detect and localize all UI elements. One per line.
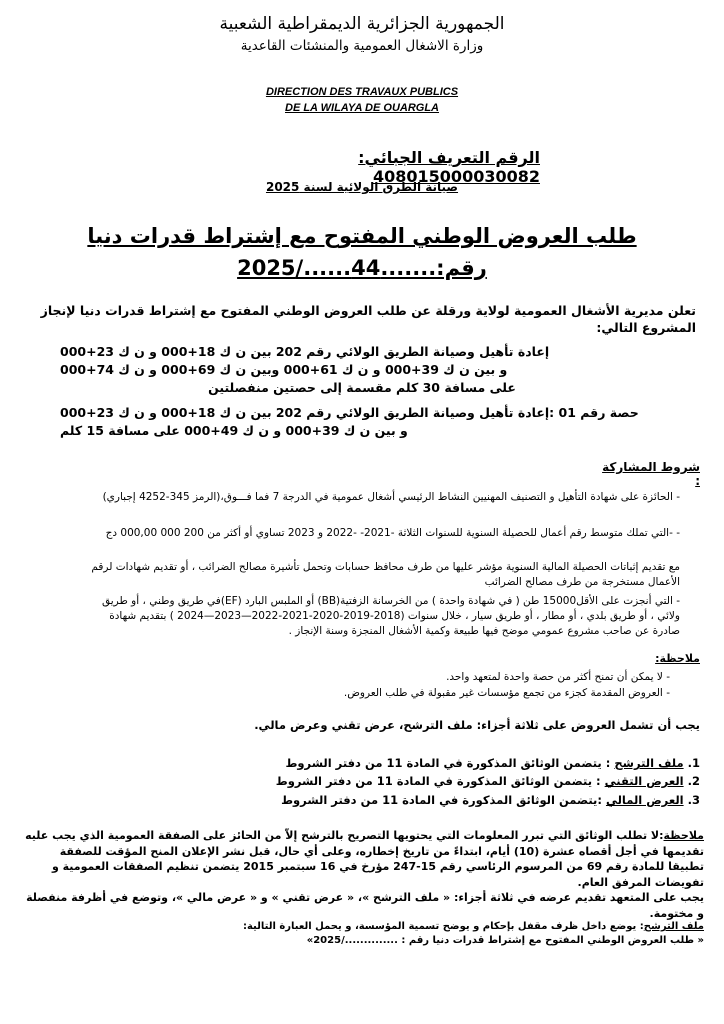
remark-item: - العروض المقدمة كجزء من تجمع مؤسسات غير مقبولة في طلب العروض. <box>343 687 670 699</box>
note-paragraph <box>22 828 704 921</box>
republic-header: الجمهورية الجزائرية الديمقراطية الشعبية <box>219 14 505 34</box>
direction-line-2: DE LA WILAYA DE OUARGLA <box>285 102 439 114</box>
intro-paragraph: تعلن مديرية الأشغال العمومية لولاية ورقلة عن طلب العروض الوطني المفتوح مع إشتراط قدرات دنيا لإنجاز المشروع التالي: <box>40 303 696 335</box>
ministry-header: وزارة الاشغال العمومية والمنشئات القاعدية <box>240 38 484 54</box>
file-name: ملف الترشح <box>614 756 684 770</box>
lot-line-1: حصة رقم 01 :إعادة تأهيل وصيانة الطريق الولائي رقم 202 بين ن ك 18+000 و ن ك 23+000 <box>60 405 639 420</box>
note-text: :لا تطلب الوثائق التي تبرر المعلومات التي يحتويها التصريح بالترشح إلاّ من الحائز على الصفقة العمومية الذي يجب عليه تقديمها في أجل أقصاه عشرة (10) أيام، ابتداءً من تاريخ إخطاره، وعلى أي حال، قبل نشر الإعلان المنح المؤقت للصفقة تطبيقا للمادة رقم 69 من المرسوم الرئاسي رقم 15-247 مؤرخ في 16 سبتمبر 2015 يتضمن تنظيم الصفقات العمومية و تفويضات المرفق العام. <box>25 829 704 889</box>
project-line-3: على مسافة 30 كلم مقسمة إلى حصتين منفصلتين <box>208 380 516 395</box>
file-text: : يتضمن الوثائق المذكورة في المادة 11 من دفتر الشروط <box>285 756 611 770</box>
remark-text: لا يمكن أن تمنح أكثر من حصة واحدة لمتعهد واحد. <box>446 671 663 683</box>
file-name: العرض المالي <box>605 793 684 807</box>
candidature-line-2: « طلب العروض الوطني المفتوح مع إشتراط قدرات دنيا رقم : ............../2025» <box>306 935 704 946</box>
remarks-title: ملاحظة: <box>655 652 700 665</box>
file-name: العرض التقني <box>604 774 684 788</box>
condition-item: - -التي تملك متوسط رقم أعمال للحصيلة السنوية للسنوات الثلاثة -2021- -2022 و 2023 تساوي أو أكثر من 200 000 000,00 دج <box>105 527 680 539</box>
tax-id-label: الرقم التعريف الجبائي: <box>358 148 540 167</box>
conditions-title: شروط المشاركة : <box>602 460 700 488</box>
candidature-text: : يوضع داخل ظرف مقفل بإحكام و يوضح تسمية المؤسسة، و يحمل العبارة التالية: <box>242 921 644 932</box>
condition-item: - التي أنجزت على الأقل15000 طن ( في شهادة واحدة ) من الخرسانة الزفتية(BB) أو الملبس البارد (EF)في طريق وطني ، أو طريق ولائي ، أو طريق بلدي ، أو مطار ، أو طريق سيار ، خلال سنوات (2018-2019-2020-2021-2022—2023—2024 ) بتقديم شهادة صادرة عن صاحب مشروع عمومي موضح فيها طبيعة وكمية الأشغال المنجزة وسنة الإنجاز . <box>101 595 680 637</box>
note-label: ملاحظة <box>663 829 704 842</box>
file-number: 3. <box>687 793 700 807</box>
direction-line-1: DIRECTION DES TRAVAUX PUBLICS <box>265 86 459 98</box>
project-line-1: إعادة تأهيل وصيانة الطريق الولائي رقم 202 بين ن ك 18+000 و ن ك 23+000 <box>60 344 550 359</box>
lot-line-2: و بين ن ك 39+000 و ن ك 49+000 على مسافة 15 كلم <box>60 423 408 438</box>
file-item <box>240 756 700 770</box>
maintenance-line: صيانة الطرق الولائية لسنة 2025 <box>265 180 459 194</box>
candidature-paragraph <box>22 920 704 948</box>
tender-title: طلب العروض الوطني المفتوح مع إشتراط قدرات دنيا <box>87 224 637 248</box>
tender-number: رقم:.......44....../2025 <box>237 256 487 280</box>
remark-item: - لا يمكن أن تمنح أكثر من حصة واحدة لمتعهد واحد. <box>446 671 670 683</box>
condition-item: مع تقديم إثباتات الحصيلة المالية السنوية مؤشر عليها من طرف محافظ حسابات وتحمل تأشيرة مصالح الضرائب ، أو تقديم شهادات لرقم الأعمال مستخرجة من طرف مصالح الضرائب <box>91 561 680 588</box>
candidature-label: ملف الترشح <box>643 921 704 932</box>
offers-intro: يجب أن تشمل العروض على ثلاثة أجزاء: ملف الترشح، عرض تقني وعرض مالي. <box>254 718 700 732</box>
file-number: 2. <box>687 774 700 788</box>
tax-id-value: 408015000030082 <box>373 167 540 186</box>
project-line-2: و بين ن ك 39+000 و ن ك 61+000 وبين ن ك 69+000 و ن ك 74+000 <box>60 362 508 377</box>
remark-text: العروض المقدمة كجزء من تجمع مؤسسات غير مقبولة في طلب العروض. <box>343 687 663 699</box>
file-text: :يتضمن الوثائق المذكورة في المادة 11 من دفتر الشروط <box>281 793 602 807</box>
file-item <box>240 793 700 807</box>
file-text: : يتضمن الوثائق المذكورة في المادة 11 من دفتر الشروط <box>275 774 601 788</box>
condition-item: - الحائزة على شهادة التأهيل و التصنيف المهنيين النشاط الرئيسي أشغال عمومية في الدرجة 7 فما فـــوق،(الرمز 345-4252 إجباري) <box>102 491 680 503</box>
note-text-2: يجب على المتعهد تقديم عرضه في ثلاثة أجزاء: « ملف الترشح »، « عرض تقني » و « عرض مالي »، وتوضع في أظرفة منفصلة و مختومة. <box>26 891 704 920</box>
file-number: 1. <box>687 756 700 770</box>
file-item <box>240 774 700 788</box>
